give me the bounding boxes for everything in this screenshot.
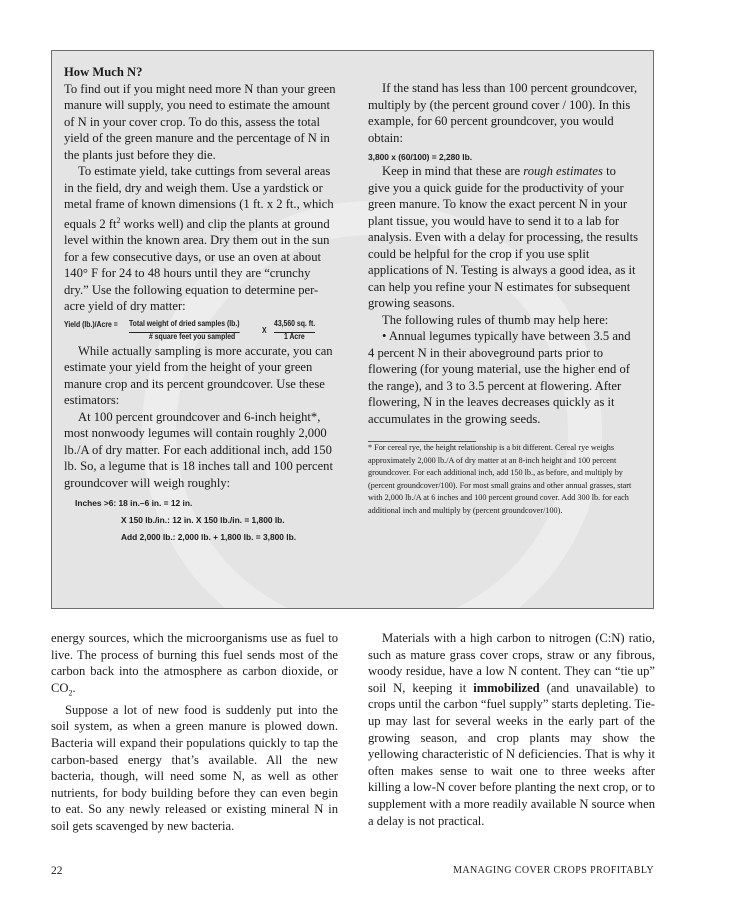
footnote: * For cereal rye, the height relationship is a bit different. Cereal rye weighs approximately 2,000 lb./A of dry matter at an 8-inch height and 100 percent groundcover. For each additional inch, add 150 lb., as before, and multiply by (percent groundcover/100). For most small grains and other annual grasses, start with 2,000 lb./A at 6 inches and 100 percent ground cover. Add 300 lb. for each additional inch and multiply by (percent groundcover/100).: [368, 443, 632, 515]
sidebar-paragraph: While actually sampling is more accurate, you can estimate your yield from the height of your green manure crop and its percent groundcover. Use these estimators:: [64, 343, 333, 408]
sidebar-title: How Much N?: [64, 65, 143, 79]
equation-times: X: [262, 324, 267, 335]
running-title: MANAGING COVER CROPS PROFITABLY: [453, 865, 654, 876]
yield-equation: [64, 316, 338, 341]
sidebar-paragraph: The following rules of thumb may help here:: [382, 312, 609, 327]
calculation-line: 3,800 x (60/100) = 2,280 lb.: [368, 152, 473, 162]
body-paragraph: energy sources, which the microorganisms use as fuel to live. The process of burning this fuel sends most of the carbon back into the atmosphere as carbon dioxide, or $CO_2$.: [51, 631, 338, 698]
sidebar-box: [51, 50, 654, 609]
estimator-line: X 150 lb./in.: 12 in. X 150 lb./in. = 1,800 lb.: [121, 515, 285, 526]
estimator-line: Add 2,000 lb.: 2,000 lb. + 1,800 lb. = 3,800 lb.: [121, 532, 297, 543]
sidebar-paragraph: To estimate yield, take cuttings from several areas in the field, dry and weigh them. Use a yardstick or metal frame of known dimensions (1 ft. x 2 ft., which equals 2 $ft^2$ works well) and clip the plants at ground level within the known area. Dry them out in the sun for a few consecutive days, or use an oven at about 140° F for 24 to 48 hours until they are “crunchy dry.” Use the following equation to determine per-acre yield of dry matter:: [64, 164, 334, 314]
equation-denominator: # square feet you sampled: [149, 330, 236, 341]
sidebar-paragraph: To find out if you might need more N than your green manure will supply, you need to estimate the amount of N in your cover crop. To do this, assess the total yield of the green manure and the percentage of N in the plants just before they die.: [64, 81, 336, 162]
body-paragraph: Suppose a lot of new food is suddenly put into the soil system, as when a green manure is plowed down. Bacteria will expand their populations quickly to tap the carbon-based energy that’s available. All the new bacteria, though, will need some N, as well as other nutrients, for body building before they can even begin to eat. So any newly released or existing mineral N in soil gets scavenged by new bacteria.: [51, 702, 338, 834]
body-left-column: [51, 630, 338, 835]
sidebar-bullet: • Annual legumes typically have between 3.5 and 4 percent N in their aboveground parts prior to flowering (for young material, use the higher end of the range), and 3 to 3.5 percent at flowering. After flowering, N in the leaves decreases quickly as it accumulates in the growing seeds.: [368, 329, 631, 426]
page-number: 22: [51, 865, 63, 877]
sidebar-paragraph: Keep in mind that these are rough estimates to give you a quick guide for the productivity of your green manure. To know the exact percent N in your plant tissue, you would have to send it to a lab for analysis. Even with a delay for processing, the results could be helpful for the crop if you use split applications of N. Testing is always a good idea, as it can help you refine your N estimates for subsequent growing seasons.: [368, 164, 638, 310]
equation-numerator: Total weight of dried samples (lb.): [129, 315, 240, 334]
estimator-line: Inches >6: 18 in.–6 in. = 12 in.: [75, 498, 193, 509]
body-right-column: [368, 630, 655, 829]
sidebar-paragraph: At 100 percent groundcover and 6-inch height*, most nonwoody legumes will contain roughly 2,000 lb./A of dry matter. For each additional inch, add 150 lb. So, a legume that is 18 inches tall and 100 percent groundcover will weigh roughly:: [64, 409, 333, 490]
body-paragraph: Materials with a high carbon to nitrogen (C:N) ratio, such as mature grass cover crops, straw or any fibrous, woody residue, have a low N content. They can “tie up” soil N, keeping it immobilized (and unavailable) to crops until the carbon “fuel supply” starts depleting. Tie-up may last for several weeks in the early part of the growing season, and crop plants may show the yellowing characteristic of N deficiencies. That is why it often makes sense to wait one to three weeks after killing a low-N cover before planting the next crop, or to supplement with a more readily available N source when a delay is not practical.: [368, 631, 655, 828]
equation-lhs: Yield (lb.)/Acre =: [64, 318, 118, 329]
equation-factor-numerator: 43,560 sq. ft.: [274, 315, 315, 334]
sidebar-left-column: [64, 64, 338, 541]
sidebar-right-column: [368, 80, 639, 517]
sidebar-paragraph: If the stand has less than 100 percent groundcover, multiply by (the percent ground cover / 100). In this example, for 60 percent groundcover, you would obtain:: [368, 81, 638, 145]
equation-factor-denominator: 1 Acre: [284, 330, 305, 341]
